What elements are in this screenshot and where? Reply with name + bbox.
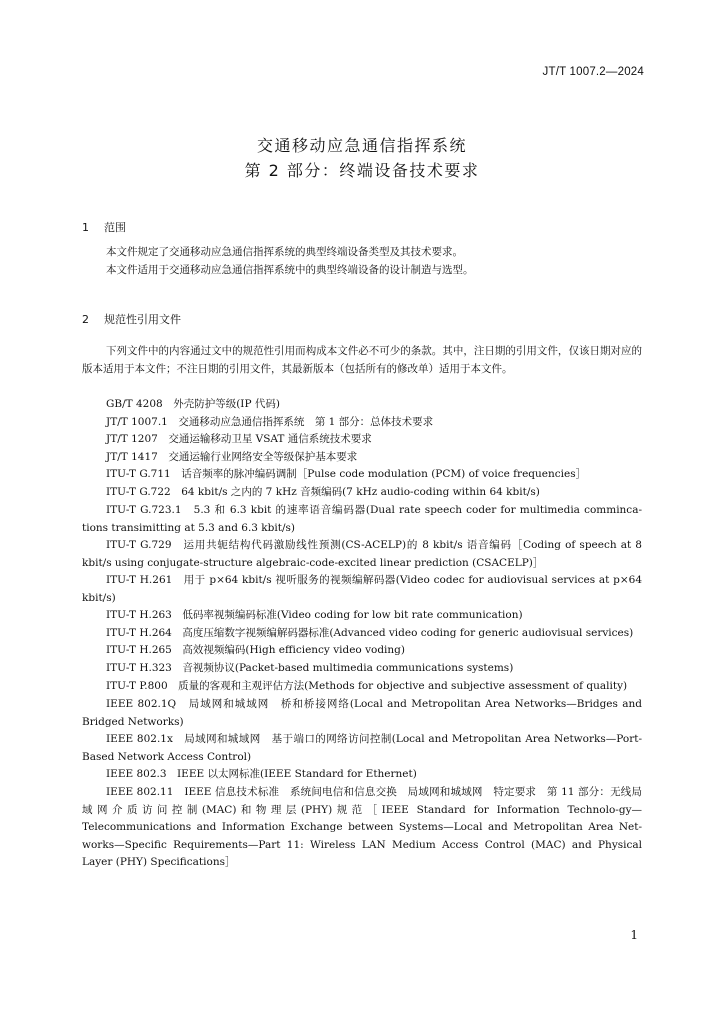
reference-item: ITU-T G.723.1 5.3 和 6.3 kbit 的速率语音编码器(Dual rate speech coder for multimedia comminca-tions transimitting at 5.3 and 6.3 kbit/s) [82,504,642,534]
reference-item: ITU-T H.265 高效视频编码(High efficiency video voding) [106,644,405,656]
reference-item: JT/T 1007.1 交通移动应急通信指挥系统 第 1 部分：总体技术要求 [106,416,434,428]
reference-item: IEEE 802.3 IEEE 以太网标准(IEEE Standard for Ethernet) [106,768,417,780]
reference-item: ITU-T H.261 用于 p×64 kbit/s 视听服务的视频编解码器(Video codec for audiovisual services at p×64 kbit/s) [82,574,642,604]
paragraph: 本文件规定了交通移动应急通信指挥系统的典型终端设备类型及其技术要求。 [106,246,463,258]
paragraph: 下列文件中的内容通过文中的规范性引用而构成本文件必不可少的条款。其中，注日期的引用文件，仅该日期对应的版本适用于本文件；不注日期的引用文件，其最新版本（包括所有的修改单）适用于本文件。 [82,345,642,375]
reference-item: GB/T 4208 外壳防护等级(IP 代码) [106,398,280,410]
reference-item: ITU-T P.800 质量的客观和主观评估方法(Methods for objective and subjective assessment of quality) [106,680,628,692]
section-number: 1 [82,221,89,234]
standard-code: JT/T 1007.2—2024 [542,66,644,78]
reference-item: JT/T 1207 交通运输移动卫星 VSAT 通信系统技术要求 [106,433,372,445]
reference-item: IEEE 802.11 IEEE 信息技术标准 系统间电信和信息交换 局域网和城域网 特定要求 第 11 部分：无线局域网介质访问控制(MAC)和物理层(PHY)规范［IEEE Standard for Information Technolo-gy—Telecommunications and Information Exchange between Systems—Local and Metropolitan Area Net-works—Specific Requirements—Part 11: Wireless LAN Medium Access Control (MAC) and Physical Layer (PHY) Specifications］ [82,786,642,869]
section-title: 范围 [104,221,126,234]
reference-item: IEEE 802.1Q 局域网和城域网 桥和桥接网络(Local and Metropolitan Area Networks—Bridges and Bridged Networks) [82,698,642,728]
reference-item: IEEE 802.1x 局域网和城域网 基于端口的网络访问控制(Local and Metropolitan Area Networks—Port-Based Network Access Control) [82,733,642,763]
reference-item: ITU-T G.729 运用共轭结构代码激励线性预测(CS-ACELP)的 8 kbit/s 语音编码［Coding of speech at 8 kbit/s using conjugate-structure algebraic-code-excited linear prediction (CSACELP)］ [82,539,642,569]
paragraph: 本文件适用于交通移动应急通信指挥系统中的典型终端设备的设计制造与选型。 [106,264,474,276]
reference-item: ITU-T H.264 高度压缩数字视频编解码器标准(Advanced video coding for generic audiovisual services) [106,627,634,639]
section-heading [82,219,126,235]
reference-item: ITU-T G.722 64 kbit/s 之内的 7 kHz 音频编码(7 kHz audio-coding within 64 kbit/s) [106,486,540,498]
page-number: 1 [630,928,638,942]
document-title: 交通移动应急通信指挥系统 [256,136,467,155]
section-number: 2 [82,313,89,326]
document-subtitle: 第 2 部分：终端设备技术要求 [244,161,480,180]
reference-item: ITU-T H.323 音视频协议(Packet-based multimedia communications systems) [106,662,514,674]
section-title: 规范性引用文件 [104,313,181,326]
section-heading [82,311,181,327]
reference-item: ITU-T G.711 话音频率的脉冲编码调制［Pulse code modulation (PCM) of voice frequencies］ [106,468,587,480]
reference-item: ITU-T H.263 低码率视频编码标准(Video coding for low bit rate communication) [106,609,523,621]
reference-item: JT/T 1417 交通运输行业网络安全等级保护基本要求 [106,451,358,463]
